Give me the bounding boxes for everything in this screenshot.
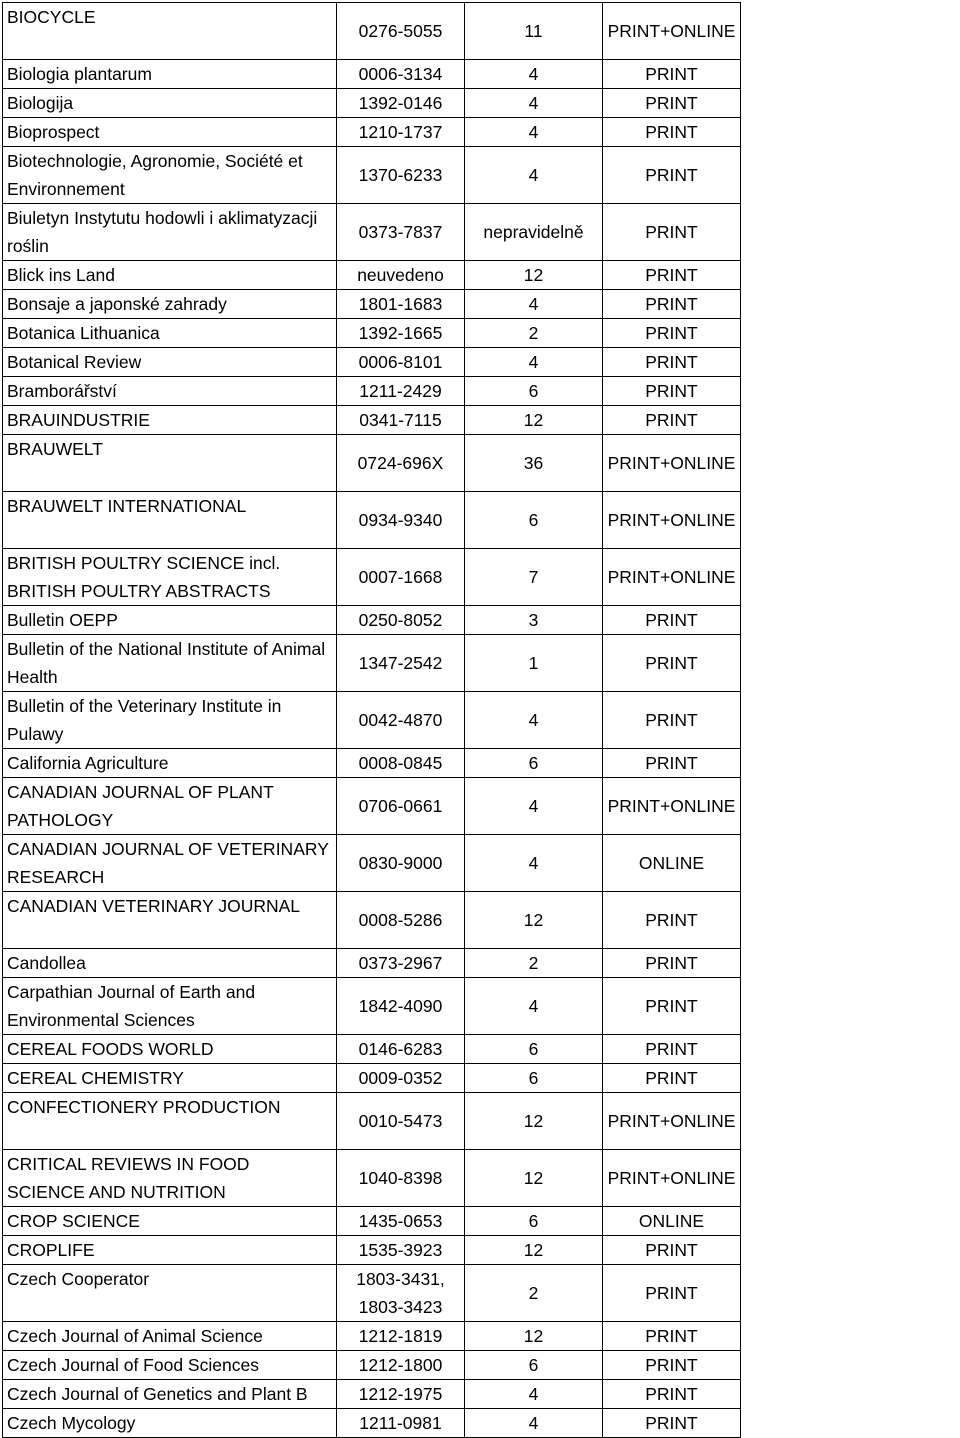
frequency-cell: 4 [465,348,603,377]
issn-cell: 1370-6233 [337,147,465,204]
issn-cell: 0007-1668 [337,549,465,606]
journal-title-cell: Czech Journal of Food Sciences [3,1351,337,1380]
issn-cell: 1211-0981 [337,1409,465,1438]
format-cell: PRINT [603,606,741,635]
format-cell: PRINT [603,1064,741,1093]
issn-cell: 0250-8052 [337,606,465,635]
issn-cell: 1842-4090 [337,978,465,1035]
format-cell: PRINT [603,1409,741,1438]
issn-cell: 0009-0352 [337,1064,465,1093]
issn-cell: 0830-9000 [337,835,465,892]
table-row [3,348,741,377]
table-row [3,406,741,435]
format-cell: ONLINE [603,835,741,892]
journal-title-cell: Biotechnologie, Agronomie, Société et Environnement [3,147,337,204]
frequency-cell: 12 [465,1093,603,1150]
journal-title-cell: BIOCYCLE [3,3,337,60]
frequency-cell: 4 [465,1380,603,1409]
frequency-cell: 4 [465,118,603,147]
table-row [3,435,741,492]
journal-title-cell: Czech Journal of Genetics and Plant B [3,1380,337,1409]
frequency-cell: 4 [465,290,603,319]
table-row [3,492,741,549]
journal-title-cell: Botanical Review [3,348,337,377]
format-cell: PRINT [603,1351,741,1380]
format-cell: PRINT+ONLINE [603,1093,741,1150]
table-row [3,1409,741,1438]
format-cell: PRINT [603,261,741,290]
format-cell: PRINT [603,204,741,261]
table-row [3,1322,741,1351]
table-row [3,1380,741,1409]
frequency-cell: 6 [465,1064,603,1093]
format-cell: PRINT+ONLINE [603,778,741,835]
format-cell: PRINT [603,749,741,778]
issn-cell: 0934-9340 [337,492,465,549]
table-row [3,1207,741,1236]
frequency-cell: 4 [465,835,603,892]
frequency-cell: 3 [465,606,603,635]
format-cell: PRINT+ONLINE [603,549,741,606]
journal-title-cell: Czech Cooperator [3,1265,337,1322]
journal-title-cell: CANADIAN JOURNAL OF PLANT PATHOLOGY [3,778,337,835]
issn-cell: 0006-8101 [337,348,465,377]
table-row [3,635,741,692]
table-row [3,204,741,261]
issn-cell: 0724-696X [337,435,465,492]
format-cell: PRINT+ONLINE [603,1150,741,1207]
frequency-cell: 12 [465,1150,603,1207]
frequency-cell: nepravidelně [465,204,603,261]
journal-title-cell: Bulletin OEPP [3,606,337,635]
journal-title-cell: Biologija [3,89,337,118]
issn-cell: 0341-7115 [337,406,465,435]
format-cell: PRINT [603,978,741,1035]
format-cell: PRINT [603,290,741,319]
frequency-cell: 6 [465,1207,603,1236]
journal-title-cell: Bulletin of the National Institute of Animal Health [3,635,337,692]
format-cell: PRINT [603,692,741,749]
table-row [3,835,741,892]
journal-title-cell: Biologia plantarum [3,60,337,89]
issn-cell: neuvedeno [337,261,465,290]
journal-title-cell: Biuletyn Instytutu hodowli i aklimatyzacji roślin [3,204,337,261]
journal-title-cell: CEREAL FOODS WORLD [3,1035,337,1064]
table-row [3,1093,741,1150]
frequency-cell: 12 [465,406,603,435]
issn-cell: 1211-2429 [337,377,465,406]
format-cell: PRINT [603,1035,741,1064]
issn-cell: 1392-0146 [337,89,465,118]
issn-cell: 0146-6283 [337,1035,465,1064]
journal-title-cell: Candollea [3,949,337,978]
issn-cell: 1435-0653 [337,1207,465,1236]
format-cell: PRINT [603,348,741,377]
frequency-cell: 4 [465,692,603,749]
frequency-cell: 4 [465,147,603,204]
journal-title-cell: CANADIAN JOURNAL OF VETERINARY RESEARCH [3,835,337,892]
table-row [3,60,741,89]
frequency-cell: 4 [465,778,603,835]
format-cell: PRINT [603,1322,741,1351]
table-row [3,147,741,204]
issn-cell: 0373-2967 [337,949,465,978]
frequency-cell: 6 [465,1035,603,1064]
issn-cell: 1040-8398 [337,1150,465,1207]
journal-title-cell: Bonsaje a japonské zahrady [3,290,337,319]
format-cell: PRINT [603,949,741,978]
format-cell: PRINT+ONLINE [603,435,741,492]
frequency-cell: 4 [465,60,603,89]
journal-title-cell: Czech Mycology [3,1409,337,1438]
frequency-cell: 4 [465,89,603,118]
table-row [3,261,741,290]
journal-title-cell: California Agriculture [3,749,337,778]
frequency-cell: 12 [465,1236,603,1265]
frequency-cell: 6 [465,749,603,778]
frequency-cell: 12 [465,261,603,290]
issn-cell: 0006-3134 [337,60,465,89]
table-row [3,1351,741,1380]
format-cell: PRINT [603,118,741,147]
issn-cell: 1392-1665 [337,319,465,348]
table-row [3,692,741,749]
frequency-cell: 7 [465,549,603,606]
table-row [3,3,741,60]
journal-title-cell: CEREAL CHEMISTRY [3,1064,337,1093]
table-row [3,1236,741,1265]
issn-cell: 0008-5286 [337,892,465,949]
frequency-cell: 12 [465,1322,603,1351]
frequency-cell: 36 [465,435,603,492]
table-row [3,606,741,635]
journal-title-cell: BRAUWELT INTERNATIONAL [3,492,337,549]
table-row [3,978,741,1035]
journal-title-cell: CONFECTIONERY PRODUCTION [3,1093,337,1150]
journal-title-cell: CANADIAN VETERINARY JOURNAL [3,892,337,949]
format-cell: PRINT [603,635,741,692]
frequency-cell: 6 [465,492,603,549]
table-row [3,118,741,147]
journal-title-cell: BRITISH POULTRY SCIENCE incl. BRITISH POULTRY ABSTRACTS [3,549,337,606]
table-row [3,319,741,348]
format-cell: PRINT [603,1380,741,1409]
issn-cell: 1347-2542 [337,635,465,692]
issn-cell: 0042-4870 [337,692,465,749]
format-cell: PRINT [603,892,741,949]
format-cell: PRINT+ONLINE [603,3,741,60]
frequency-cell: 6 [465,377,603,406]
frequency-cell: 1 [465,635,603,692]
frequency-cell: 2 [465,319,603,348]
issn-cell: 0008-0845 [337,749,465,778]
table-row [3,778,741,835]
format-cell: PRINT+ONLINE [603,492,741,549]
journal-title-cell: Czech Journal of Animal Science [3,1322,337,1351]
table-row [3,549,741,606]
issn-cell: 1803-3431, 1803-3423 [337,1265,465,1322]
journal-title-cell: Bulletin of the Veterinary Institute in Pulawy [3,692,337,749]
journal-title-cell: Bramborářství [3,377,337,406]
journal-title-cell: CROP SCIENCE [3,1207,337,1236]
journal-title-cell: CRITICAL REVIEWS IN FOOD SCIENCE AND NUTRITION [3,1150,337,1207]
table-row [3,1035,741,1064]
format-cell: PRINT [603,406,741,435]
issn-cell: 1212-1800 [337,1351,465,1380]
journal-title-cell: Blick ins Land [3,261,337,290]
issn-cell: 1212-1975 [337,1380,465,1409]
table-row [3,89,741,118]
frequency-cell: 2 [465,1265,603,1322]
journal-title-cell: Carpathian Journal of Earth and Environmental Sciences [3,978,337,1035]
format-cell: PRINT [603,60,741,89]
frequency-cell: 6 [465,1351,603,1380]
journal-table [2,2,741,1438]
frequency-cell: 2 [465,949,603,978]
table-row [3,377,741,406]
journal-title-cell: Bioprospect [3,118,337,147]
table-row [3,1150,741,1207]
format-cell: PRINT [603,377,741,406]
table-row [3,749,741,778]
table-row [3,1064,741,1093]
journal-title-cell: Botanica Lithuanica [3,319,337,348]
format-cell: ONLINE [603,1207,741,1236]
issn-cell: 0276-5055 [337,3,465,60]
frequency-cell: 11 [465,3,603,60]
issn-cell: 1212-1819 [337,1322,465,1351]
format-cell: PRINT [603,1236,741,1265]
table-row [3,290,741,319]
journal-title-cell: BRAUINDUSTRIE [3,406,337,435]
frequency-cell: 12 [465,892,603,949]
issn-cell: 0010-5473 [337,1093,465,1150]
format-cell: PRINT [603,319,741,348]
frequency-cell: 4 [465,1409,603,1438]
table-row [3,892,741,949]
format-cell: PRINT [603,147,741,204]
issn-cell: 1210-1737 [337,118,465,147]
journal-table-body [3,3,741,1438]
issn-cell: 0706-0661 [337,778,465,835]
table-row [3,1265,741,1322]
issn-cell: 0373-7837 [337,204,465,261]
journal-title-cell: CROPLIFE [3,1236,337,1265]
table-row [3,949,741,978]
format-cell: PRINT [603,89,741,118]
frequency-cell: 4 [465,978,603,1035]
format-cell: PRINT [603,1265,741,1322]
issn-cell: 1801-1683 [337,290,465,319]
issn-cell: 1535-3923 [337,1236,465,1265]
journal-title-cell: BRAUWELT [3,435,337,492]
